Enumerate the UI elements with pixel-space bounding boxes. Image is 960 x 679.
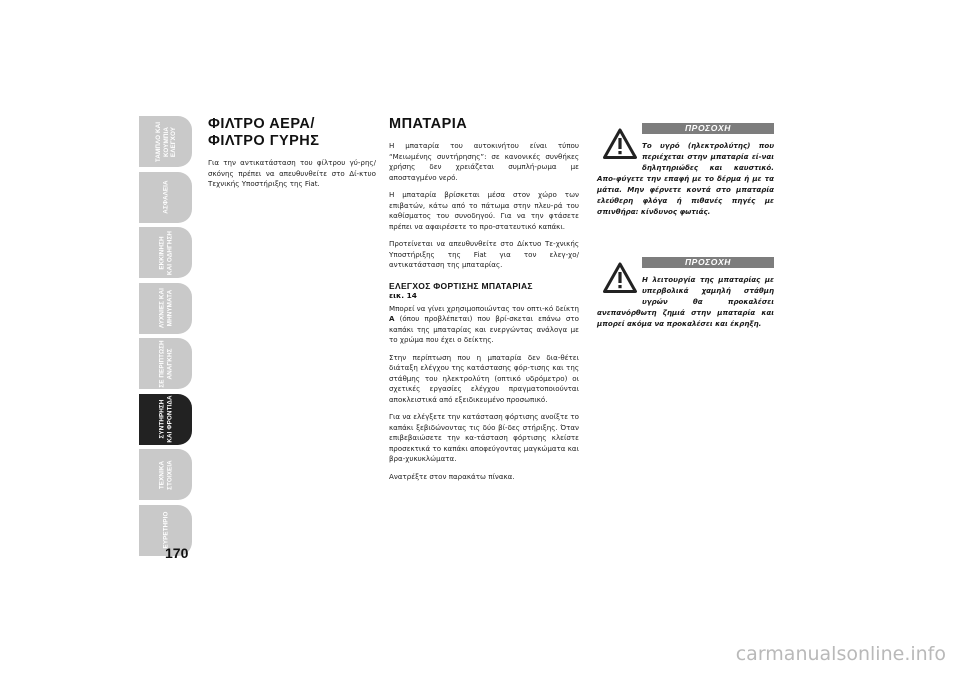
filter-section — [208, 116, 376, 197]
filter-title-line1: ΦΙΛΤΡΟ ΑΕΡΑ/ — [208, 116, 315, 132]
text-span: (όπου προβλέπεται) που βρί-σκεται επάνω στο καπάκι της μπαταρίας και ενεργώντας ανάλογα με το χρώμα που έχει ο δείκτης. — [389, 314, 579, 344]
battery-paragraph — [389, 304, 579, 346]
warning-heading: ΠΡΟΣΟΧΗ — [642, 257, 774, 268]
tab-label: ΕΥΡΕΤΗΡΙΟ — [161, 511, 169, 549]
tab-emergency[interactable] — [139, 338, 192, 389]
battery-paragraph: Για να ελέγξετε την κατάσταση φόρτισης ανοίξτε το καπάκι ξεβιδώνοντας τις δύο βί-δες στήριξης. Όταν επιβεβαιώσετε την κα-τάσταση φόρτισης κλείστε προσεκτικά το καπάκι αποφεύγοντας μαγκώματα και βρα-χυκυκλώματα. — [389, 412, 579, 463]
tab-label: ΑΣΦΑΛΕΙΑ — [161, 180, 169, 214]
indicator-letter: A — [389, 314, 395, 323]
tab-label: ΣΕ ΠΕΡΙΠΤΩΣΗ ΑΝΑΓΚΗΣ — [158, 339, 173, 388]
tab-maintenance[interactable] — [139, 394, 192, 445]
battery-paragraph: Ανατρέξτε στον παρακάτω πίνακα. — [389, 471, 515, 481]
tab-label: ΤΕΧΝΙΚΑ ΣΤΟΙΧΕΙΑ — [158, 459, 173, 490]
warning-box — [597, 257, 774, 329]
filter-text: Για την αντικατάσταση του φίλτρου γύ-ρης/σκόνης πρέπει να απευθυνθείτε στο Δί-κτυο Τεχνικής Υποστήριξης της Fiat. — [208, 158, 376, 188]
tab-safety[interactable] — [139, 172, 192, 223]
tab-label: ΕΚΚΙΝΗΣΗ ΚΑΙ ΟΔΗΓΗΣΗ — [158, 230, 173, 275]
page-number: 170 — [165, 545, 189, 561]
figure-reference: εικ. 14 — [389, 290, 417, 300]
battery-paragraph: Η μπαταρία βρίσκεται μέσα στον χώρο των επιβατών, κάτω από το πάτωμα στην πλευ-ρά του καθίσματος του συνοδηγού. Για να την φτάσετε πρέπει να αφαιρέσετε το προ-στατευτικό καπάκι. — [389, 190, 579, 231]
charge-check-title: ΕΛΕΓΧΟΣ ΦΟΡΤΙΣΗΣ ΜΠΑΤΑΡΙΑΣ — [389, 280, 533, 291]
warning-text: Το υγρό (ηλεκτρολύτης) που περιέχεται στην μπαταρία εί-ναι δηλητηριώδες και καυστικό. Απο-φύγετε την επαφή με το δέρμα ή με τα μάτια. Μην φέρνετε κοντά στο μπαταρία ελεύθερη φλόγα ή πιθανές πηγές με σπινθήρα: κίνδυνος φωτιάς. — [597, 141, 774, 216]
battery-section — [389, 116, 579, 489]
warning-text: Η λειτουργία της μπαταρίας με υπερβολικά χαμηλή στάθμη υγρών θα προκαλέσει ανεπανόρθωτη ζημιά στην μπαταρία και μπορεί ακόμα να προκαλέσει και έκρηξη. — [597, 275, 774, 328]
filter-title — [208, 116, 376, 150]
warning-triangle-icon — [603, 128, 637, 160]
battery-paragraph: Προτείνεται να απευθυνθείτε στο Δίκτυο Τε-χνικής Υποστήριξης της Fiat για τον ελεγ-χο/αντικατάσταση της μπαταρίας. — [389, 239, 579, 269]
tab-label: ΛΥΧΝΙΕΣ ΚΑΙ ΜΗΝΥΜΑΤΑ — [158, 288, 173, 328]
tab-warning-lights[interactable] — [139, 283, 192, 334]
warning-triangle-icon — [603, 262, 637, 294]
watermark: carmanualsonline.info — [735, 643, 946, 665]
warning-heading: ΠΡΟΣΟΧΗ — [642, 123, 774, 134]
tab-dashboard-controls[interactable] — [139, 116, 192, 167]
battery-paragraph: Στην περίπτωση που η μπαταρία δεν δια-θέτει διάταξη ελέγχου της κατάστασης φόρ-τισης και της στάθμης του ηλεκτρολύτη (οπτικό υδρόμετρο) οι σχετικές εργασίες ελέγχου πραγματοποιούνται αποκλειστικά από εξειδικευμένο προσωπικό. — [389, 352, 579, 404]
tab-starting-driving[interactable] — [139, 227, 192, 278]
battery-title: ΜΠΑΤΑΡΙΑ — [389, 116, 468, 132]
tab-technical-data[interactable] — [139, 449, 192, 500]
battery-paragraph: Η μπαταρία του αυτοκινήτου είναι τύπου “Μειωμένης συντήρησης”: σε κανονικές συνθήκες χρήσης δεν χρειάζεται συμπλή-ρωμα με αποσταγμένο νερό. — [389, 141, 579, 182]
filter-title-line2: ΦΙΛΤΡΟ ΓΥΡΗΣ — [208, 133, 320, 149]
text-span: Μπορεί να γίνει χρησιμοποιώντας τον οπτι-κό δείκτη — [389, 303, 579, 313]
chapter-tabs — [139, 116, 192, 560]
warning-box — [597, 123, 774, 217]
tab-label: ΤΑΜΠΛΟ ΚΑΙ ΚΟΥΜΠΙΑ ΕΛΕΓΧΟΥ — [154, 121, 177, 162]
tab-label: ΣΥΝΤΗΡΗΣΗ ΚΑΙ ΦΡΟΝΤΙΔΑ — [158, 395, 173, 443]
